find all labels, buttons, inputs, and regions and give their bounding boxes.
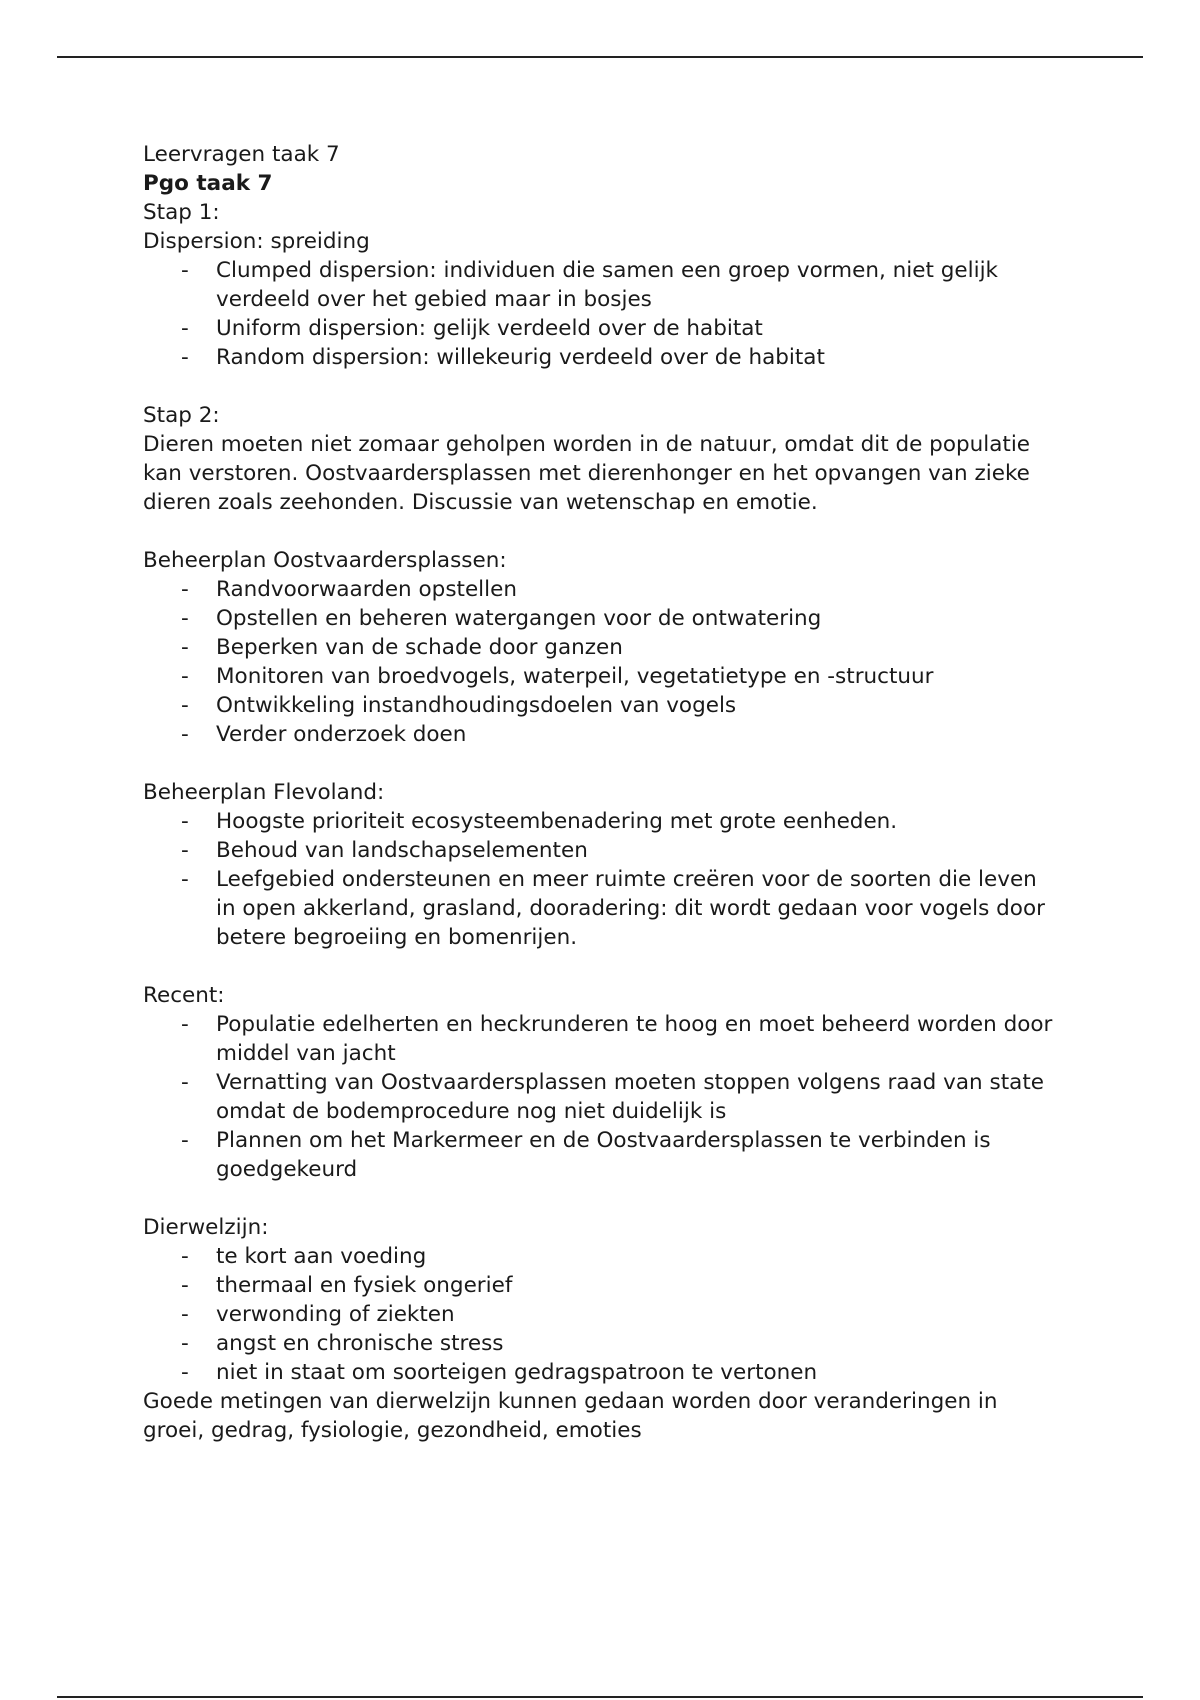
dash-bullet: - <box>181 606 189 631</box>
list-item-text: thermaal en fysiek ongerief <box>216 1273 513 1298</box>
document-title: Leervragen taak 7 <box>143 142 340 167</box>
stap2-paragraph: Dieren moeten niet zomaar geholpen worden in de natuur, omdat dit de populatie kan verstoren. Oostvaardersplassen met dierenhonger en het opvangen van zieke dieren zoals zeehonden. Discussie van wetenschap en emotie. <box>143 432 1031 515</box>
document-page <box>143 140 1063 1445</box>
list-item <box>143 836 1063 865</box>
stap1-intro: Dispersion: spreiding <box>143 229 370 254</box>
list-item <box>143 1329 1063 1358</box>
spacer <box>143 372 1063 401</box>
dash-bullet: - <box>181 1360 189 1385</box>
recent-label: Recent: <box>143 983 225 1008</box>
dash-bullet: - <box>181 664 189 689</box>
dash-bullet: - <box>181 838 189 863</box>
stap1-label: Stap 1: <box>143 200 220 225</box>
list-item <box>143 807 1063 836</box>
dash-bullet: - <box>181 258 189 283</box>
spacer <box>143 1184 1063 1213</box>
spacer <box>143 749 1063 778</box>
list-item <box>143 1358 1063 1387</box>
dash-bullet: - <box>181 693 189 718</box>
stap2-label: Stap 2: <box>143 403 220 428</box>
dash-bullet: - <box>181 1331 189 1356</box>
list-item <box>143 1126 1063 1184</box>
spacer <box>143 517 1063 546</box>
list-item <box>143 1300 1063 1329</box>
list-item-text: Randvoorwaarden opstellen <box>216 577 517 602</box>
dash-bullet: - <box>181 345 189 370</box>
beheerplan-oostvaardersplassen-label: Beheerplan Oostvaardersplassen: <box>143 548 507 573</box>
recent-list <box>143 1010 1063 1184</box>
dierwelzijn-list <box>143 1242 1063 1387</box>
heading: Pgo taak 7 <box>143 171 273 196</box>
list-item-text: verwonding of ziekten <box>216 1302 455 1327</box>
top-rule <box>57 56 1143 58</box>
list-item-text: Monitoren van broedvogels, waterpeil, vegetatietype en -structuur <box>216 664 934 689</box>
list-item-text: Opstellen en beheren watergangen voor de ontwatering <box>216 606 822 631</box>
list-item <box>143 1242 1063 1271</box>
dierwelzijn-conclusion: Goede metingen van dierwelzijn kunnen gedaan worden door veranderingen in groei, gedrag, fysiologie, gezondheid, emoties <box>143 1389 998 1443</box>
list-item-text: Verder onderzoek doen <box>216 722 467 747</box>
dash-bullet: - <box>181 635 189 660</box>
beheerplan-flevoland-list <box>143 807 1063 952</box>
beheerplan-oostvaardersplassen-list <box>143 575 1063 749</box>
dash-bullet: - <box>181 1244 189 1269</box>
dash-bullet: - <box>181 809 189 834</box>
stap1-list <box>143 256 1063 372</box>
list-item <box>143 633 1063 662</box>
list-item <box>143 604 1063 633</box>
beheerplan-flevoland-label: Beheerplan Flevoland: <box>143 780 385 805</box>
dash-bullet: - <box>181 1302 189 1327</box>
bottom-rule <box>57 1696 1143 1698</box>
list-item-text: Leefgebied ondersteunen en meer ruimte creëren voor de soorten die leven in open akkerland, grasland, dooradering: dit wordt gedaan voor vogels door betere begroeiing en bomenrijen. <box>216 867 1045 950</box>
list-item <box>143 720 1063 749</box>
dierwelzijn-label: Dierwelzijn: <box>143 1215 269 1240</box>
list-item-text: Hoogste prioriteit ecosysteembenadering met grote eenheden. <box>216 809 898 834</box>
list-item-text: Vernatting van Oostvaardersplassen moeten stoppen volgens raad van state omdat de bodemprocedure nog niet duidelijk is <box>216 1070 1044 1124</box>
list-item <box>143 662 1063 691</box>
list-item-text: Uniform dispersion: gelijk verdeeld over de habitat <box>216 316 763 341</box>
list-item <box>143 1068 1063 1126</box>
list-item-text: Beperken van de schade door ganzen <box>216 635 623 660</box>
list-item <box>143 691 1063 720</box>
dash-bullet: - <box>181 722 189 747</box>
spacer <box>143 952 1063 981</box>
dash-bullet: - <box>181 316 189 341</box>
list-item-text: Plannen om het Markermeer en de Oostvaardersplassen te verbinden is goedgekeurd <box>216 1128 991 1182</box>
dash-bullet: - <box>181 1128 189 1153</box>
dash-bullet: - <box>181 1012 189 1037</box>
dash-bullet: - <box>181 867 189 892</box>
list-item-text: Behoud van landschapselementen <box>216 838 588 863</box>
list-item-text: Ontwikkeling instandhoudingsdoelen van vogels <box>216 693 737 718</box>
list-item-text: Populatie edelherten en heckrunderen te hoog en moet beheerd worden door middel van jacht <box>216 1012 1053 1066</box>
list-item-text: te kort aan voeding <box>216 1244 427 1269</box>
list-item-text: angst en chronische stress <box>216 1331 504 1356</box>
list-item <box>143 256 1063 314</box>
list-item-text: Random dispersion: willekeurig verdeeld over de habitat <box>216 345 825 370</box>
dash-bullet: - <box>181 1070 189 1095</box>
dash-bullet: - <box>181 577 189 602</box>
list-item <box>143 1010 1063 1068</box>
list-item-text: niet in staat om soorteigen gedragspatroon te vertonen <box>216 1360 818 1385</box>
list-item <box>143 575 1063 604</box>
list-item <box>143 865 1063 952</box>
list-item <box>143 1271 1063 1300</box>
dash-bullet: - <box>181 1273 189 1298</box>
list-item <box>143 314 1063 343</box>
list-item <box>143 343 1063 372</box>
list-item-text: Clumped dispersion: individuen die samen een groep vormen, niet gelijk verdeeld over het gebied maar in bosjes <box>216 258 998 312</box>
